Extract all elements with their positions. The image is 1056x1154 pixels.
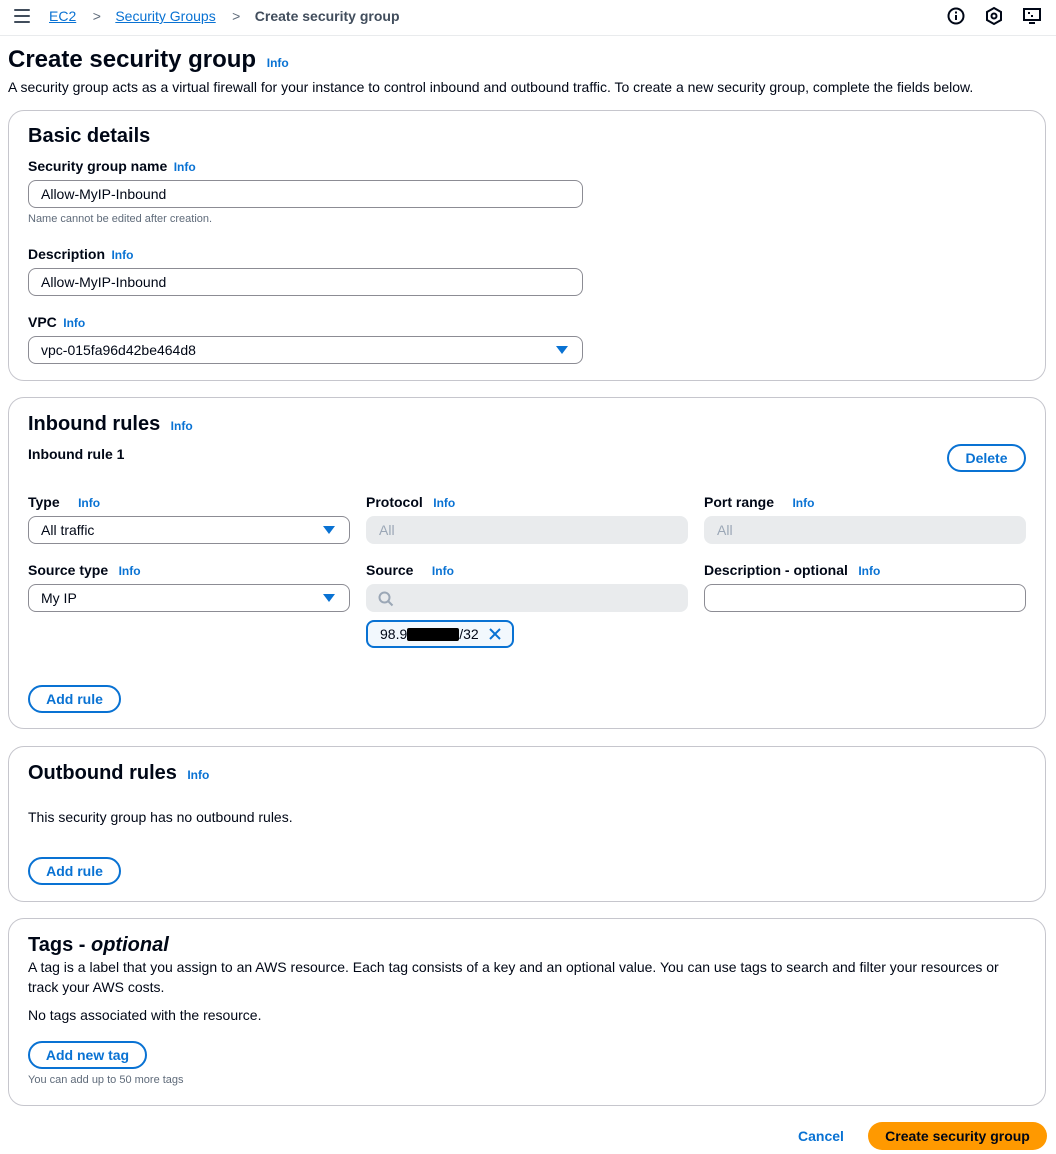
tags-heading-optional: optional xyxy=(90,934,169,956)
inbound-rule-title: Inbound rule 1 xyxy=(28,446,125,462)
protocol-field: All xyxy=(366,516,688,544)
sg-name-hint: Name cannot be edited after creation. xyxy=(28,213,213,225)
type-select-value: All traffic xyxy=(41,522,95,538)
sg-name-info-link[interactable]: Info xyxy=(173,160,196,174)
source-type-select-value: My IP xyxy=(41,590,77,606)
caret-down-icon xyxy=(323,594,335,602)
page-title xyxy=(8,46,289,74)
sg-name-label-row xyxy=(28,158,196,176)
cancel-button[interactable]: Cancel xyxy=(798,1128,844,1144)
tags-empty-text: No tags associated with the resource. xyxy=(28,1007,262,1023)
redaction-block xyxy=(407,628,459,641)
info-circle-icon[interactable] xyxy=(946,6,966,26)
breadcrumb xyxy=(49,8,400,26)
tags-heading-text: Tags - xyxy=(28,934,86,956)
source-info-link[interactable]: Info xyxy=(431,564,454,578)
vpc-select[interactable] xyxy=(28,336,583,364)
port-range-field: All xyxy=(704,516,1026,544)
create-security-group-button[interactable]: Create security group xyxy=(868,1122,1047,1150)
breadcrumb-ec2-link[interactable]: EC2 xyxy=(49,8,77,24)
breadcrumb-security-groups-link[interactable]: Security Groups xyxy=(115,8,216,24)
inbound-rules-panel xyxy=(8,397,1046,729)
breadcrumb-current: Create security group xyxy=(254,8,400,24)
description-info-link[interactable]: Info xyxy=(111,248,134,262)
vpc-info-link[interactable]: Info xyxy=(63,316,86,330)
page-info-link[interactable]: Info xyxy=(266,56,289,70)
shield-icon[interactable] xyxy=(984,6,1004,26)
page-title-text: Create security group xyxy=(8,46,257,73)
vpc-label: VPC xyxy=(28,314,57,330)
inbound-rules-heading: Inbound rules xyxy=(28,413,161,435)
tags-description-line1: A tag is a label that you assign to an AWS resource. Each tag consists of a key and an optional value. You can use tags to search and filter your resources or xyxy=(28,959,999,975)
source-ip-token xyxy=(366,620,514,648)
protocol-label-row xyxy=(366,494,455,512)
caret-down-icon xyxy=(556,346,568,354)
caret-down-icon xyxy=(323,526,335,534)
monitor-settings-icon[interactable] xyxy=(1022,6,1042,26)
outbound-empty-text: This security group has no outbound rules. xyxy=(28,809,293,825)
sg-name-label: Security group name xyxy=(28,158,168,174)
type-label-row xyxy=(28,494,100,512)
source-ip-suffix: /32 xyxy=(459,626,479,642)
source-type-info-link[interactable]: Info xyxy=(118,564,141,578)
outbound-heading-row xyxy=(28,762,209,785)
source-label-row xyxy=(366,562,454,580)
delete-rule-button[interactable]: Delete xyxy=(947,444,1026,472)
inbound-heading-row xyxy=(28,413,193,436)
type-select[interactable] xyxy=(28,516,350,544)
description-label: Description xyxy=(28,246,106,262)
source-type-label: Source type xyxy=(28,562,109,578)
hamburger-icon[interactable] xyxy=(14,9,30,25)
type-info-link[interactable]: Info xyxy=(78,496,101,510)
basic-details-heading: Basic details xyxy=(28,125,151,147)
search-icon xyxy=(378,591,394,607)
source-label: Source xyxy=(366,562,414,578)
close-icon[interactable] xyxy=(488,627,502,641)
add-new-tag-button[interactable]: Add new tag xyxy=(28,1041,147,1069)
page-description: A security group acts as a virtual firewall for your instance to control inbound and outbound traffic. To create a new security group, complete the fields below. xyxy=(8,79,974,95)
vpc-label-row xyxy=(28,314,85,332)
port-range-label-row xyxy=(704,494,814,512)
inbound-add-rule-button[interactable]: Add rule xyxy=(28,685,121,713)
tags-heading xyxy=(28,934,169,957)
source-ip-prefix: 98.9 xyxy=(380,626,408,642)
outbound-info-link[interactable]: Info xyxy=(187,768,210,782)
description-input[interactable]: Allow-MyIP-Inbound xyxy=(28,268,583,296)
protocol-info-link[interactable]: Info xyxy=(433,496,456,510)
protocol-label: Protocol xyxy=(366,494,423,510)
rule-description-label-row xyxy=(704,562,880,580)
outbound-add-rule-button[interactable]: Add rule xyxy=(28,857,121,885)
outbound-rules-heading: Outbound rules xyxy=(28,762,177,784)
inbound-info-link[interactable]: Info xyxy=(170,419,193,433)
source-type-select[interactable] xyxy=(28,584,350,612)
sg-name-input[interactable]: Allow-MyIP-Inbound xyxy=(28,180,583,208)
rule-description-info-link[interactable]: Info xyxy=(858,564,881,578)
rule-description-label: Description - optional xyxy=(704,562,848,578)
source-search-input[interactable] xyxy=(366,584,688,612)
tags-description-line2: track your AWS costs. xyxy=(28,979,165,995)
breadcrumb-chevron-icon: > xyxy=(92,8,101,24)
type-label: Type xyxy=(28,494,60,510)
vpc-select-value: vpc-015fa96d42be464d8 xyxy=(41,342,196,358)
breadcrumb-chevron-icon: > xyxy=(232,8,241,24)
port-range-info-link[interactable]: Info xyxy=(792,496,815,510)
tags-limit-hint: You can add up to 50 more tags xyxy=(28,1074,184,1086)
source-type-label-row xyxy=(28,562,141,580)
rule-description-input[interactable] xyxy=(704,584,1026,612)
port-range-label: Port range xyxy=(704,494,775,510)
description-label-row xyxy=(28,246,133,264)
